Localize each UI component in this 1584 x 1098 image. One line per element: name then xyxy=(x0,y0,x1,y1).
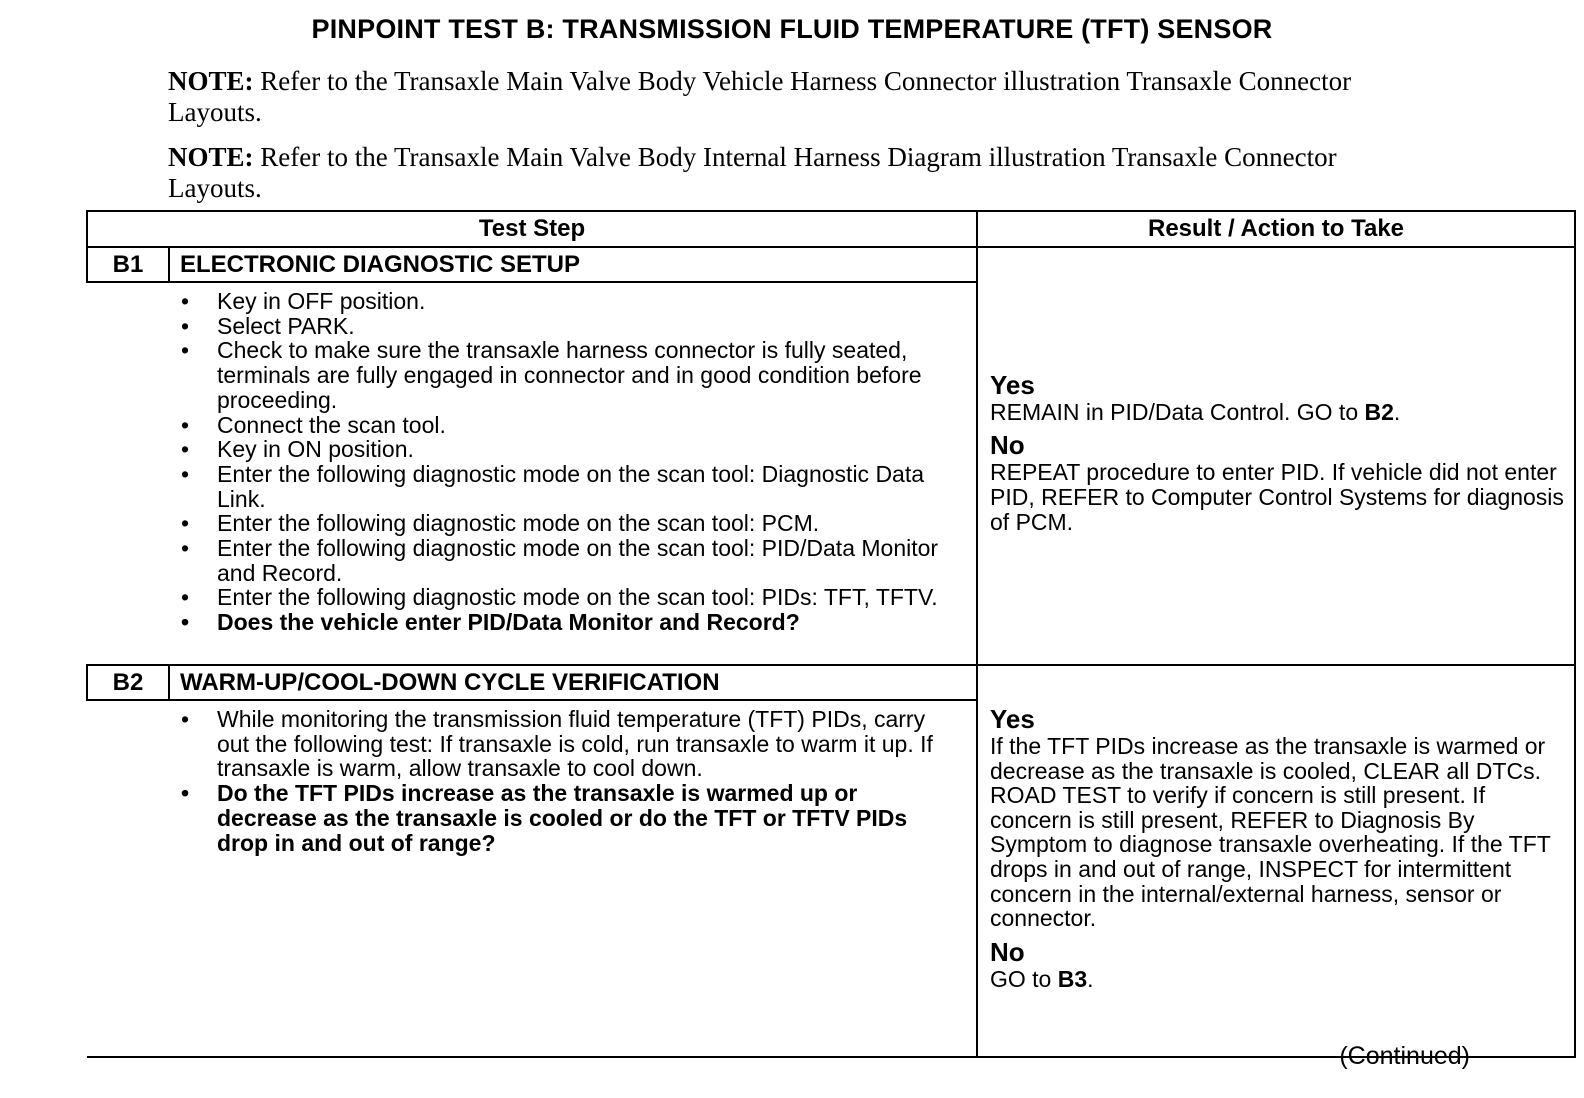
step-result-b1 xyxy=(977,247,1575,665)
step-id: B2 xyxy=(87,665,169,700)
no-action: GO to B3. xyxy=(990,965,1094,992)
yes-action: REMAIN in PID/Data Control. GO to B2. xyxy=(990,398,1401,425)
list-item: • Connect the scan tool. xyxy=(217,413,956,438)
list-item: • Check to make sure the transaxle harness connector is fully seated, terminals are fully engaged in connector and in good condition before proceeding. xyxy=(217,338,956,412)
step-id-spacer xyxy=(87,700,169,1057)
list-item: • Enter the following diagnostic mode on the scan tool: PIDs: TFT, TFTV. xyxy=(217,585,956,610)
step-title: ELECTRONIC DIAGNOSTIC SETUP xyxy=(169,247,977,282)
step-title: WARM-UP/COOL-DOWN CYCLE VERIFICATION xyxy=(169,665,977,700)
step-question: • Does the vehicle enter PID/Data Monitor and Record? xyxy=(217,610,956,635)
list-item: • Key in OFF position. xyxy=(217,289,956,314)
yes-heading: Yes xyxy=(990,369,1035,400)
step-result-b2 xyxy=(977,665,1575,1057)
yes-action: If the TFT PIDs increase as the transaxle is warmed or decrease as the transaxle is cooled, CLEAR all DTCs. ROAD TEST to verify if concern is still present. If concern is still present, REFER to Diagnosis By Symptom to diagnose transaxle overheating. If the TFT drops in and out of range, INSPECT for intermittent concern in the internal/external harness, sensor or connector. xyxy=(990,733,1551,932)
note-label: NOTE: xyxy=(168,66,254,96)
list-item: • Enter the following diagnostic mode on the scan tool: Diagnostic Data Link. xyxy=(217,462,956,511)
no-action: REPEAT procedure to enter PID. If vehicle did not enter PID, REFER to Computer Control Systems for diagnosis of PCM. xyxy=(990,459,1564,535)
step-question: • Do the TFT PIDs increase as the transaxle is warmed up or decrease as the transaxle is cooled or do the TFT or TFTV PIDs drop in and out of range? xyxy=(217,781,956,855)
step-id: B1 xyxy=(87,247,169,282)
note-text: Refer to the Transaxle Main Valve Body Internal Harness Diagram illustration Transaxle Connector Layouts. xyxy=(168,142,1337,203)
no-heading: No xyxy=(990,936,1025,967)
list-item: • Select PARK. xyxy=(217,314,956,339)
note-text: Refer to the Transaxle Main Valve Body Vehicle Harness Connector illustration Transaxle Connector Layouts. xyxy=(168,66,1352,127)
step-body-b1 xyxy=(169,282,977,665)
list-item: • Key in ON position. xyxy=(217,437,956,462)
page-title: PINPOINT TEST B: TRANSMISSION FLUID TEMPERATURE (TFT) SENSOR xyxy=(311,14,1273,44)
step-reference: B2 xyxy=(1364,398,1394,425)
no-heading: No xyxy=(990,430,1025,461)
header-test-step: Test Step xyxy=(87,211,977,247)
note-1 xyxy=(168,66,1368,128)
note-2 xyxy=(168,142,1368,204)
step-id-spacer xyxy=(87,282,169,665)
pinpoint-test-table xyxy=(86,210,1576,1058)
list-item: • While monitoring the transmission fluid temperature (TFT) PIDs, carry out the following test: If transaxle is cold, run transaxle to warm it up. If transaxle is warm, allow transaxle to cool down. xyxy=(217,707,956,781)
header-result-action: Result / Action to Take xyxy=(977,211,1575,247)
continued-label: (Continued) xyxy=(1339,1042,1470,1070)
step-body-b2 xyxy=(169,700,977,1057)
list-item: • Enter the following diagnostic mode on the scan tool: PID/Data Monitor and Record. xyxy=(217,536,956,585)
note-label: NOTE: xyxy=(168,142,254,172)
list-item: • Enter the following diagnostic mode on the scan tool: PCM. xyxy=(217,511,956,536)
yes-heading: Yes xyxy=(990,704,1035,734)
step-reference: B3 xyxy=(1057,965,1088,992)
